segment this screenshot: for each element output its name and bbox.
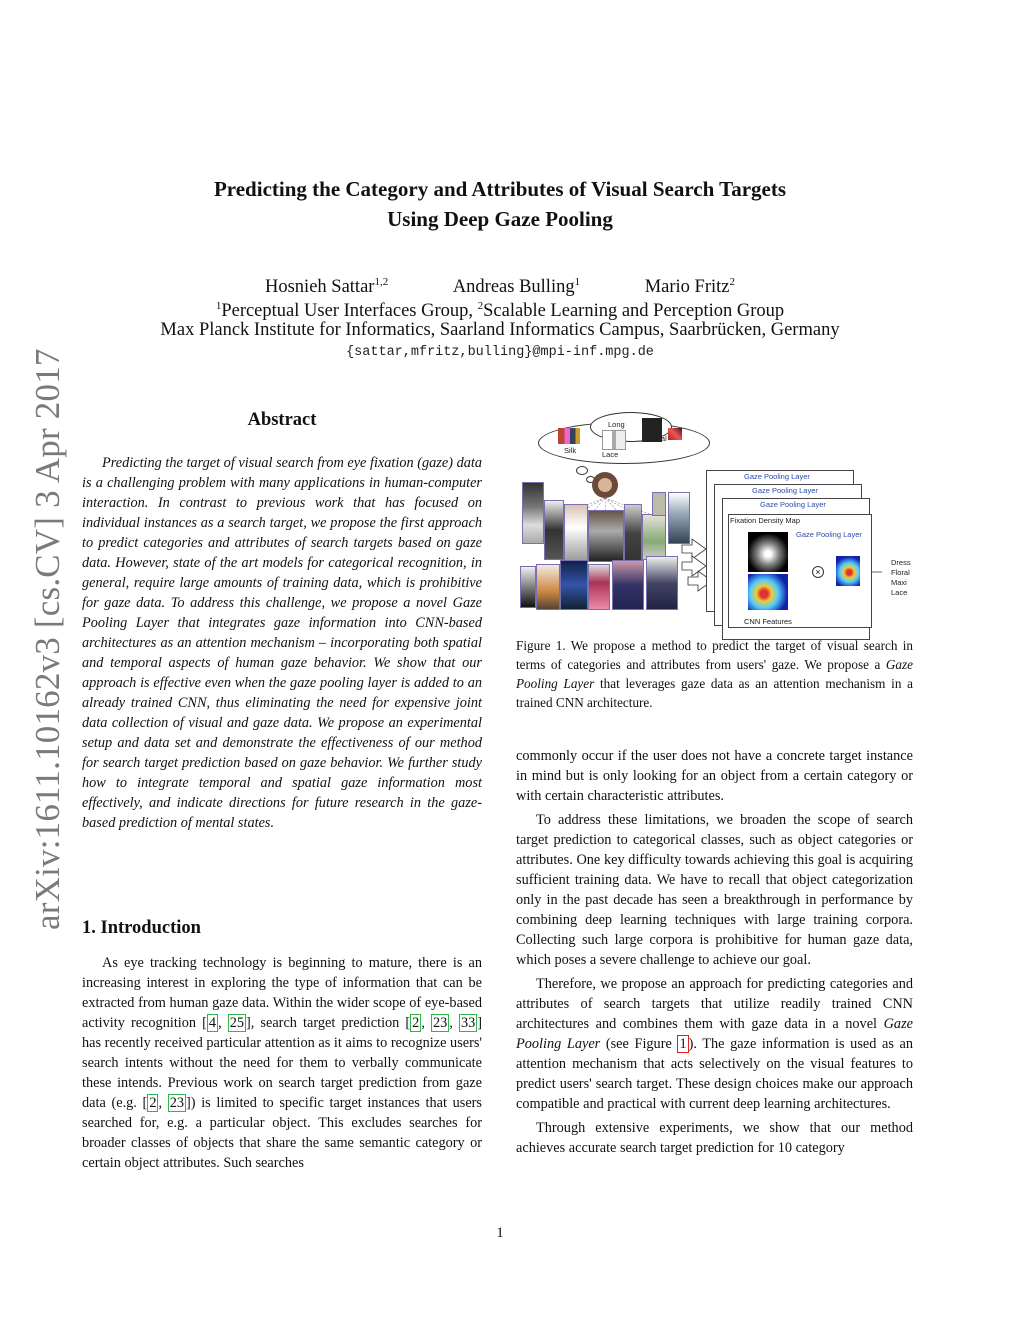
author: Hosnieh Sattar$^{1,2}$ [265,276,389,298]
body-paragraph: Through extensive experiments, we show that our method achieves accurate search target prediction for 10 category [516,1120,913,1156]
introduction-paragraph: As eye tracking technology is beginning to mature, there is an increasing interest in exploring the type of information that can be extracted from human gaze data. Within the wider scope of eye-based activity recognition [ 4 , 25 ], search target prediction [ 2 , 23 , 33 ] has recently received particular attention as it aims to recognize users' search intents without the need for them to verbally communicate these intends. Previous work on search target prediction from gaze data (e.g. [ 2 , 23 ]) is limited to specific target instances that users searched for, e.g. a particular object. This excludes searches for broader classes of objects that share the same semantic category or certain object attributes. Such searches [82,955,482,1171]
search-image [544,500,564,560]
multiply-operator-icon: × [812,566,824,578]
search-image [560,560,588,610]
search-image [564,504,588,562]
abstract-section [82,410,482,833]
citation-link[interactable]: 4 [208,1015,217,1031]
layer-label: Gaze Pooling Layer [752,486,818,495]
layer-label: Gaze Pooling Layer [760,500,826,509]
search-image [522,482,544,544]
search-image [612,560,644,610]
search-image [646,556,678,610]
citation-link[interactable]: 2 [412,1015,420,1031]
prediction-output: Dress Floral Maxi Lace [891,558,911,597]
cnn-features-label: CNN Features [744,617,792,626]
introduction-section [82,918,482,1177]
introduction-heading: 1. Introduction [82,918,201,938]
affiliation-line-1: $^1$Perceptual User Interfaces Group, $^2$Scalable Learning and Perception Group [215,300,785,322]
layer-label: Gaze Pooling Layer [744,472,810,481]
cloud-label: Lace [602,450,619,459]
paper-title-line-1: Predicting the Category and Attributes of Visual Search Targets [213,177,787,201]
citation-link[interactable]: 33 [460,1015,476,1031]
search-image [536,564,560,610]
cloud-label: Long [608,420,625,429]
search-image [588,564,610,610]
right-column-text [516,746,913,1162]
paper-title-line-2: Using Deep Gaze Pooling [387,207,613,231]
citation-link[interactable]: 23 [169,1095,185,1111]
search-image [520,566,536,608]
citation-link[interactable]: 23 [432,1015,448,1031]
search-image [652,492,666,516]
author: Mario Fritz$^2$ [644,276,735,298]
search-image [668,492,690,544]
cloud-label: Floral [648,434,667,443]
body-paragraph: Therefore, we propose an approach for predicting categories and attributes of search targets that utilize readily trained CNN architectures and combines them with gaze data in a novel Gaze Pooling Layer (see Figure 1 ). The gaze information is used as an attention mechanism that acts selectively on the visual features to predict users' search target. These design choices make our approach compatible and practical with current deep learning architectures. [516,976,914,1112]
figure-reference-link[interactable]: 1 [679,1036,687,1052]
fixation-density-label: Fixation Density Map [730,516,801,525]
author-email[interactable]: {sattar,mfritz,bulling}@mpi-inf.mpg.de [346,345,654,360]
figure-1 [516,410,916,635]
arxiv-identifier: arXiv:1611.10162v3 [cs.CV] 3 Apr 2017 [28,348,67,930]
citation-link[interactable]: 2 [149,1095,157,1111]
cnn-feature-map [748,574,788,610]
gaze-pooled-feature-map [836,556,860,586]
cloud-label: Silk [564,446,577,455]
abstract-text: Predicting the target of visual search from eye fixation (gaze) data is a challenging problem with many applications in human-computer interaction. In contrast to previous work that has focused on individual instances as a search target, we propose the first approach to predict categories and attributes of search targets based on gaze data. However, state of the art models for categorical recognition, in general, require large amounts of training data, which is prohibitive for gaze data. To address this challenge, we propose a novel Gaze Pooling Layer that integrates gaze information into CNN-based architectures as an attention mechanism – incorporating both spatial and temporal aspects of human gaze behavior. We show that our approach is effective even when the gaze pooling layer is added to an already trained CNN, thus eliminating the need for expensive joint data collection of visual and gaze data. We propose an experimental setup and data set and demonstrate the effectiveness of our method for search target prediction based on gaze behavior. We further study how to integrate temporal and spatial gaze information most effectively, and indicate directions for future research in the gaze-based prediction of mental states. [82,455,482,831]
inner-layer-label: Gaze Pooling Layer [796,530,862,539]
body-paragraph: To address these limitations, we broaden the scope of search target prediction to categorical classes, such as object categories or attributes. One key difficulty towards achieving this goal is acquiring sufficient training data. We have to recall that object categorization only in the past decade has seen a breakthrough in performance by combining deep learning techniques with large training corpora. Collecting such large corpora is prohibitive for human gaze data, which poses a severe challenge to achieve our goal. [516,812,913,968]
affiliation-line-2: Max Planck Institute for Informatics, Saarland Informatics Campus, Saarbrücken, Germany [160,320,840,340]
fixation-density-map [748,532,788,572]
search-image [624,504,642,562]
figure-caption: Figure 1. We propose a method to predict the target of visual search in terms of categories and attributes from users' gaze. We propose a Gaze Pooling Layer that leverages gaze data as an attention mechanism in a trained CNN architecture. [516,638,913,710]
search-image [588,510,624,562]
page-number: 1 [496,1225,504,1241]
body-paragraph: commonly occur if the user does not have a concrete target instance in mind but is only looking for an object from a certain category or with certain characteristic attributes. [516,748,913,804]
citation-link[interactable]: 25 [229,1015,245,1031]
search-image [642,514,666,560]
abstract-heading: Abstract [247,410,317,430]
author: Andreas Bulling$^1$ [452,276,581,298]
